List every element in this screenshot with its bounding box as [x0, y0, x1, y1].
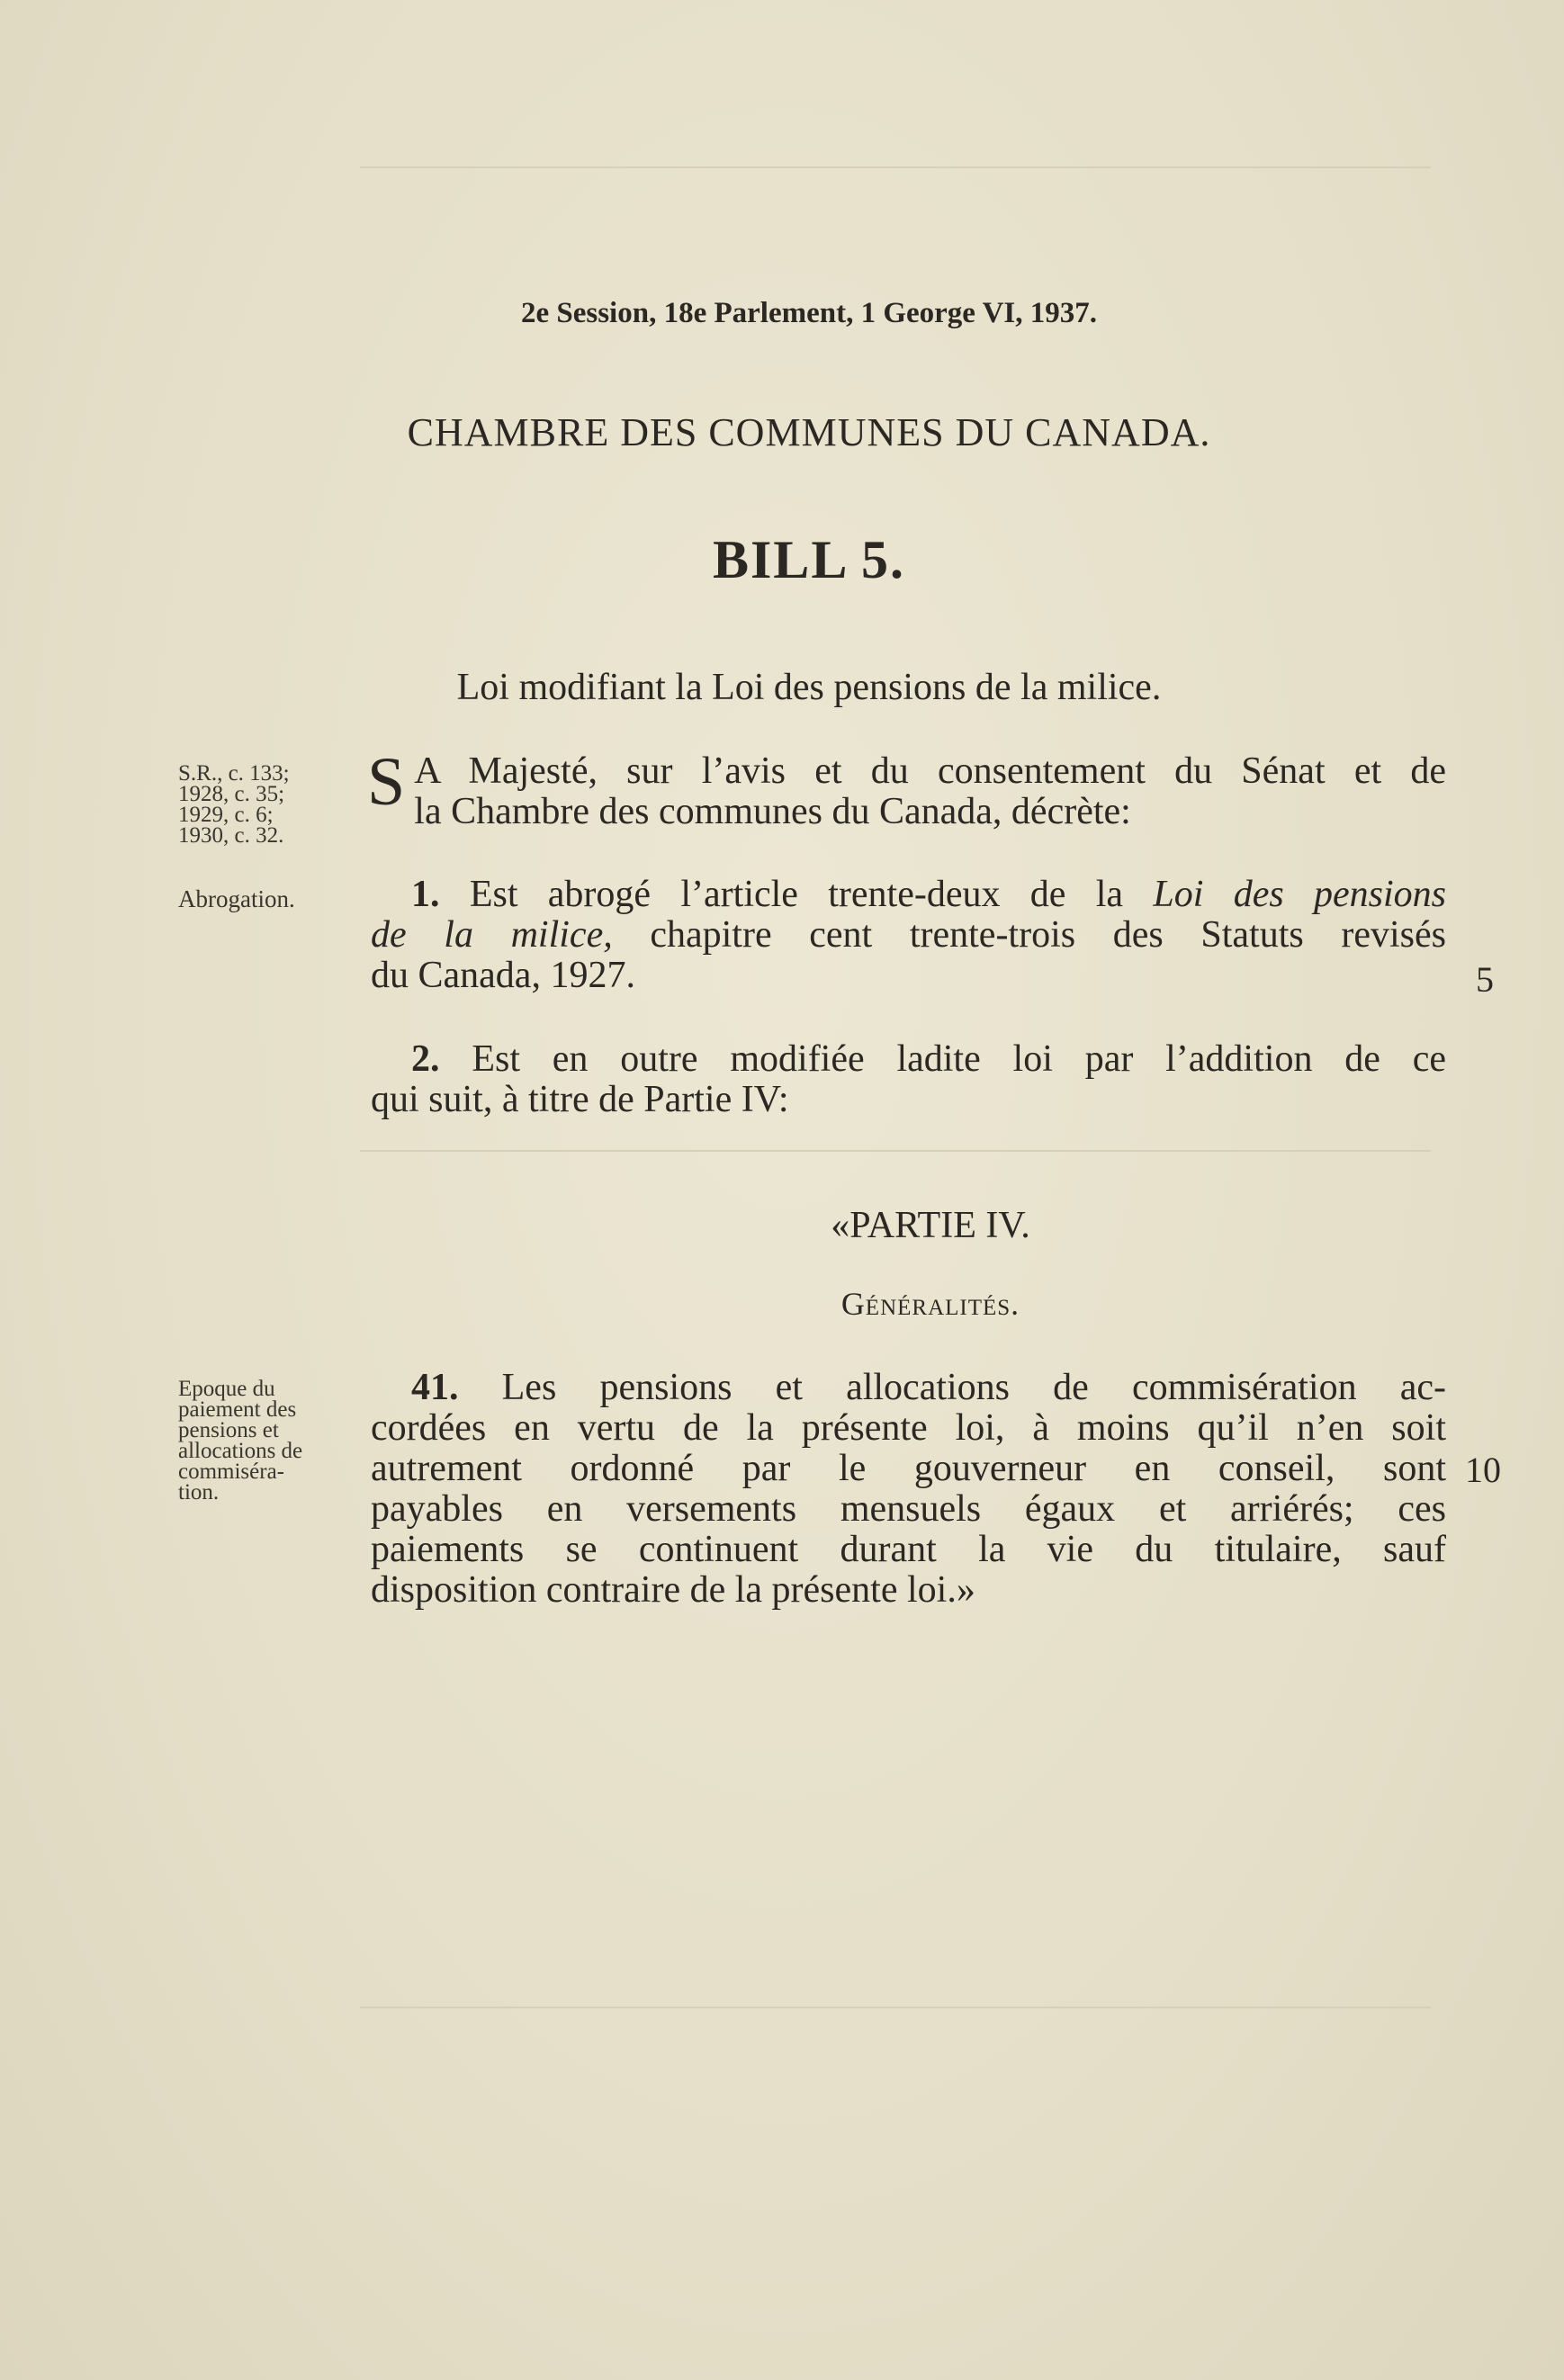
margin-note-references [178, 763, 358, 846]
section-number: 2. [411, 1038, 440, 1080]
margin-line: pensions et [178, 1418, 279, 1442]
chamber-title: CHAMBRE DES COMMUNES DU CANADA. [407, 410, 1211, 454]
section-number: 41. [411, 1367, 459, 1408]
section-line: qui suit, à titre de Partie IV: [371, 1079, 789, 1120]
line-number: 10 [1465, 1450, 1501, 1490]
section-41 [371, 1368, 1446, 1611]
act-title-italic: de la milice, [371, 914, 613, 956]
section-line: du Canada, 1927. [371, 955, 635, 996]
show-through-rule [360, 2007, 1431, 2008]
margin-line: paiement des [178, 1397, 297, 1422]
section-line: autrement ordonné par le gouverneur en conseil, sont [371, 1448, 1446, 1489]
margin-note-epoque [178, 1379, 358, 1503]
margin-note-abrogation: Abrogation. [178, 885, 295, 912]
section-line: paiements se continuent durant la vie du titulaire, sauf [371, 1529, 1446, 1570]
bill-subtitle: Loi modifiant la Loi des pensions de la milice. [456, 667, 1162, 708]
section-line [371, 1368, 1446, 1408]
margin-ref: 1928, c. 35; [178, 782, 285, 806]
partie-heading: «PARTIE IV. [831, 1205, 1030, 1246]
show-through-rule [360, 1150, 1431, 1152]
drop-cap: S [367, 744, 406, 820]
section-text: Est en outre modifiée ladite loi par l’addition de ce [472, 1038, 1446, 1080]
margin-line: allocations de [178, 1439, 303, 1463]
preamble-line: A Majesté, sur l’avis et du consentement du Sénat et de [414, 750, 1446, 792]
section-2 [371, 1039, 1446, 1120]
section-line [371, 1039, 1446, 1080]
preamble-line: la Chambre des communes du Canada, décrète: [414, 791, 1131, 832]
section-number: 1. [411, 874, 440, 915]
section-1 [371, 875, 1446, 996]
margin-ref: 1929, c. 6; [178, 803, 274, 827]
section-line: payables en versements mensuels égaux et arriérés; ces [371, 1488, 1446, 1530]
section-text: Les pensions et allocations de commisération ac- [501, 1367, 1446, 1408]
section-text: Est abrogé l’article trente-deux de la [469, 874, 1154, 915]
generalites-heading: Généralités. [840, 1286, 1020, 1322]
section-text: chapitre cent trente-trois des Statuts revisés [612, 914, 1446, 956]
margin-line: tion. [178, 1480, 220, 1504]
section-line [371, 875, 1446, 915]
show-through-rule [360, 166, 1431, 168]
line-number: 5 [1476, 959, 1494, 1000]
section-line: cordées en vertu de la présente loi, à moins qu’il n’en soit [371, 1407, 1446, 1449]
margin-ref: 1930, c. 32. [178, 823, 284, 848]
act-title-italic: Loi des pensions [1153, 874, 1447, 915]
margin-ref: S.R., c. 133; [178, 761, 290, 786]
margin-line: commiséra- [178, 1459, 285, 1484]
margin-line: Epoque du [178, 1377, 275, 1401]
bill-number: BILL 5. [712, 530, 906, 589]
section-line: disposition contraire de la présente loi.» [371, 1569, 975, 1611]
preamble [367, 744, 1446, 832]
session-line: 2e Session, 18e Parlement, 1 George VI, 1937. [520, 297, 1098, 329]
section-line [371, 915, 1446, 956]
